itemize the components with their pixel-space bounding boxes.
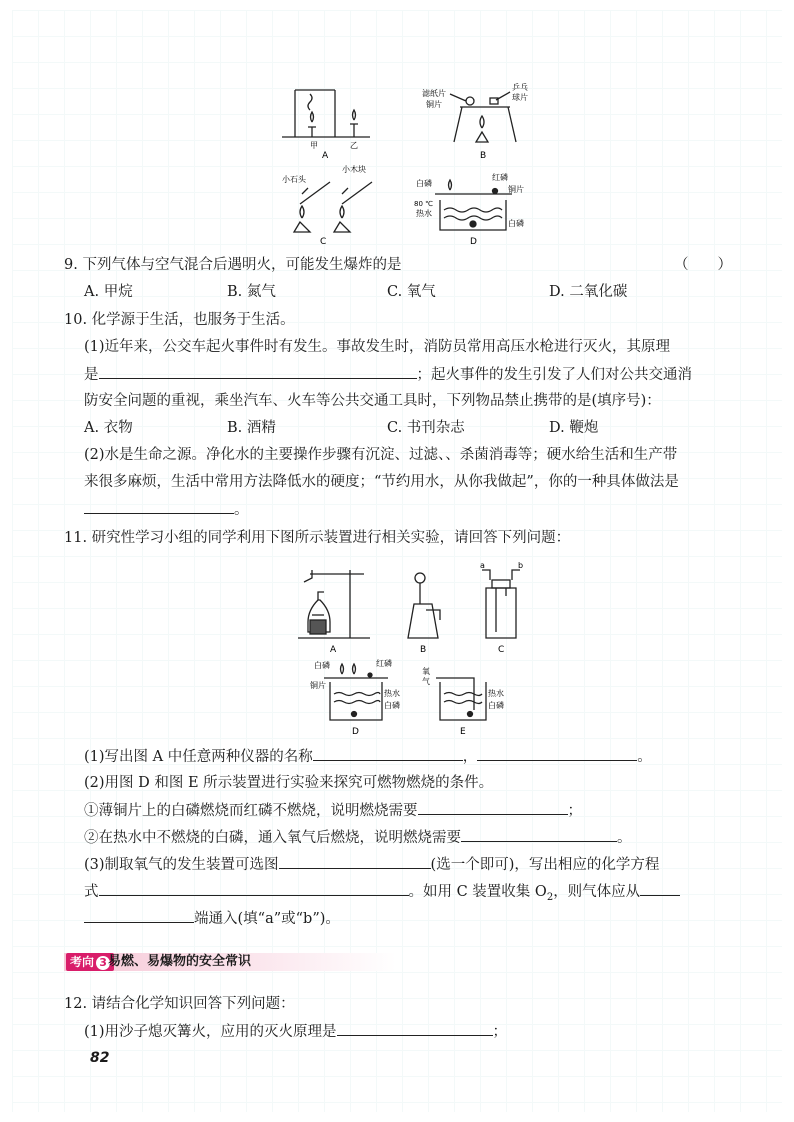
q11-blank-2[interactable] <box>477 746 637 761</box>
q11-blank-4[interactable] <box>461 827 617 842</box>
q12-blank-1[interactable] <box>337 1021 493 1036</box>
figure-apparatus-abcde <box>290 560 550 740</box>
fig-d-label: D <box>470 237 477 247</box>
q11-s2: ②在热水中不燃烧的白磷，通入氧气后燃烧，说明燃烧需要 。 <box>84 827 632 848</box>
fig2-a-port: a <box>480 561 485 570</box>
q10-p1-line3: 防安全问题的重视，乘坐汽车、火车等公共交通工具时，下列物品禁止携带的是(填序号)： <box>84 393 661 409</box>
fig2-c-label: C <box>498 645 505 655</box>
fig-b-label: B <box>480 151 487 161</box>
q11-blank-3[interactable] <box>418 800 568 815</box>
q11-blank-8[interactable] <box>84 908 194 923</box>
q9-stem: 9. 下列气体与空气混合后遇明火，可能发生爆炸的是 <box>64 257 402 273</box>
section-title: 易燃、易爆物的安全常识 <box>108 954 252 969</box>
q11-p3-line2: 式 。如用 C 装置收集 $O_2$，则气体应从 <box>84 881 680 908</box>
q9-option-d: D. 二氧化碳 <box>549 284 628 300</box>
q10-stem: 10. 化学源于生活，也服务于生活。 <box>64 312 295 328</box>
q10-p1-line2: 是 ；起火事件的发生引发了人们对公共交通消 <box>84 364 692 385</box>
fig-a-label: A <box>322 151 329 161</box>
fig2-e-label: E <box>460 727 466 737</box>
section-badge: 考向 3 <box>66 953 114 971</box>
fig-d-r3: 白磷 <box>508 219 524 228</box>
page-number: 82 <box>90 1050 110 1066</box>
q11-blank-5[interactable] <box>279 854 431 869</box>
fig-d-l1: 白磷 <box>416 179 432 188</box>
fig-d-l3: 热水 <box>416 209 432 218</box>
section-number: 3 <box>96 956 110 970</box>
fig2-b-label: B <box>420 645 427 655</box>
fig2-b-port: b <box>518 561 524 570</box>
q10-blank-2[interactable] <box>84 499 234 514</box>
fig2-d-label: D <box>352 727 359 737</box>
q10-p2-line1: (2)水是生命之源。净化水的主要操作步骤有沉淀、过滤、、杀菌消毒等；硬水给生活和生产带 <box>84 447 678 463</box>
q11-blank-6[interactable] <box>99 881 409 896</box>
q12-p1: (1)用沙子熄灭篝火，应用的灭火原理是 ； <box>84 1021 507 1042</box>
q11-s1: ①薄铜片上的白磷燃烧而红磷不燃烧，说明燃烧需要 ； <box>84 800 582 821</box>
q10-p2-line2: 来很多麻烦，生活中常用方法降低水的硬度；“节约用水，从你我做起”，你的一种具体做法是 <box>84 474 679 490</box>
fig2-a-label: A <box>330 645 337 655</box>
q11-p1: (1)写出图 A 中任意两种仪器的名称 ， 。 <box>84 746 652 767</box>
q11-p3-line3: 端通入(填“a”或“b”)。 <box>84 908 340 929</box>
q10-option-a: A. 衣物 <box>84 420 133 436</box>
fig-b-r1: 乒乓 <box>512 83 528 92</box>
q9-option-a: A. 甲烷 <box>84 284 133 300</box>
q11-p2: (2)用图 D 和图 E 所示装置进行实验来探究可燃物燃烧的条件。 <box>84 775 494 791</box>
fig2-d3: 铜片 <box>310 681 326 690</box>
fig2-e3: 热水 <box>488 689 504 698</box>
fig-d-r2: 铜片 <box>508 185 524 194</box>
q11-stem: 11. 研究性学习小组的同学利用下图所示装置进行相关实验，请回答下列问题： <box>64 530 571 546</box>
q11-p3-line1: (3)制取氧气的发生装置可选图 (选一个即可)，写出相应的化学方程 <box>84 854 659 875</box>
fig2-d4: 热水 <box>384 689 400 698</box>
fig2-e1: 氧 <box>422 667 430 676</box>
fig2-d1: 白磷 <box>314 661 330 670</box>
fig-c-l1: 小石头 <box>282 175 306 184</box>
fig2-d2: 红磷 <box>376 659 392 668</box>
figure-combustion-experiments <box>270 82 550 252</box>
q12-stem: 12. 请结合化学知识回答下列问题： <box>64 996 295 1012</box>
fig-c-label: C <box>320 237 327 247</box>
fig-d-r1: 红磷 <box>492 173 508 182</box>
q9-paren: （ ） <box>674 257 732 273</box>
q10-option-d: D. 鞭炮 <box>549 420 599 436</box>
fig2-e2: 气 <box>422 677 430 686</box>
fig2-e4: 白磷 <box>488 701 504 710</box>
q10-option-c: C. 书刊杂志 <box>387 420 465 436</box>
fig-b-l1: 滤纸片 <box>422 89 446 98</box>
fig-a-sub1: 甲 <box>310 141 318 150</box>
fig-b-r2: 球片 <box>512 93 528 102</box>
q9-option-c: C. 氧气 <box>387 284 436 300</box>
fig-a-sub2: 乙 <box>350 141 358 150</box>
q11-blank-1[interactable] <box>313 746 463 761</box>
fig2-d5: 白磷 <box>384 701 400 710</box>
q10-blank-1[interactable] <box>99 364 417 379</box>
fig-c-l2: 小木块 <box>342 165 366 174</box>
q10-option-b: B. 酒精 <box>227 420 276 436</box>
fig-b-l2: 铜片 <box>426 100 442 109</box>
fig-d-l2: 80 ℃ <box>414 200 433 208</box>
q10-p1-line1: (1)近年来，公交车起火事件时有发生。事故发生时，消防员常用高压水枪进行灭火，其原理 <box>84 339 671 355</box>
q9-option-b: B. 氮气 <box>227 284 276 300</box>
q10-p2-line3: 。 <box>84 499 249 520</box>
q11-blank-7[interactable] <box>640 881 680 896</box>
